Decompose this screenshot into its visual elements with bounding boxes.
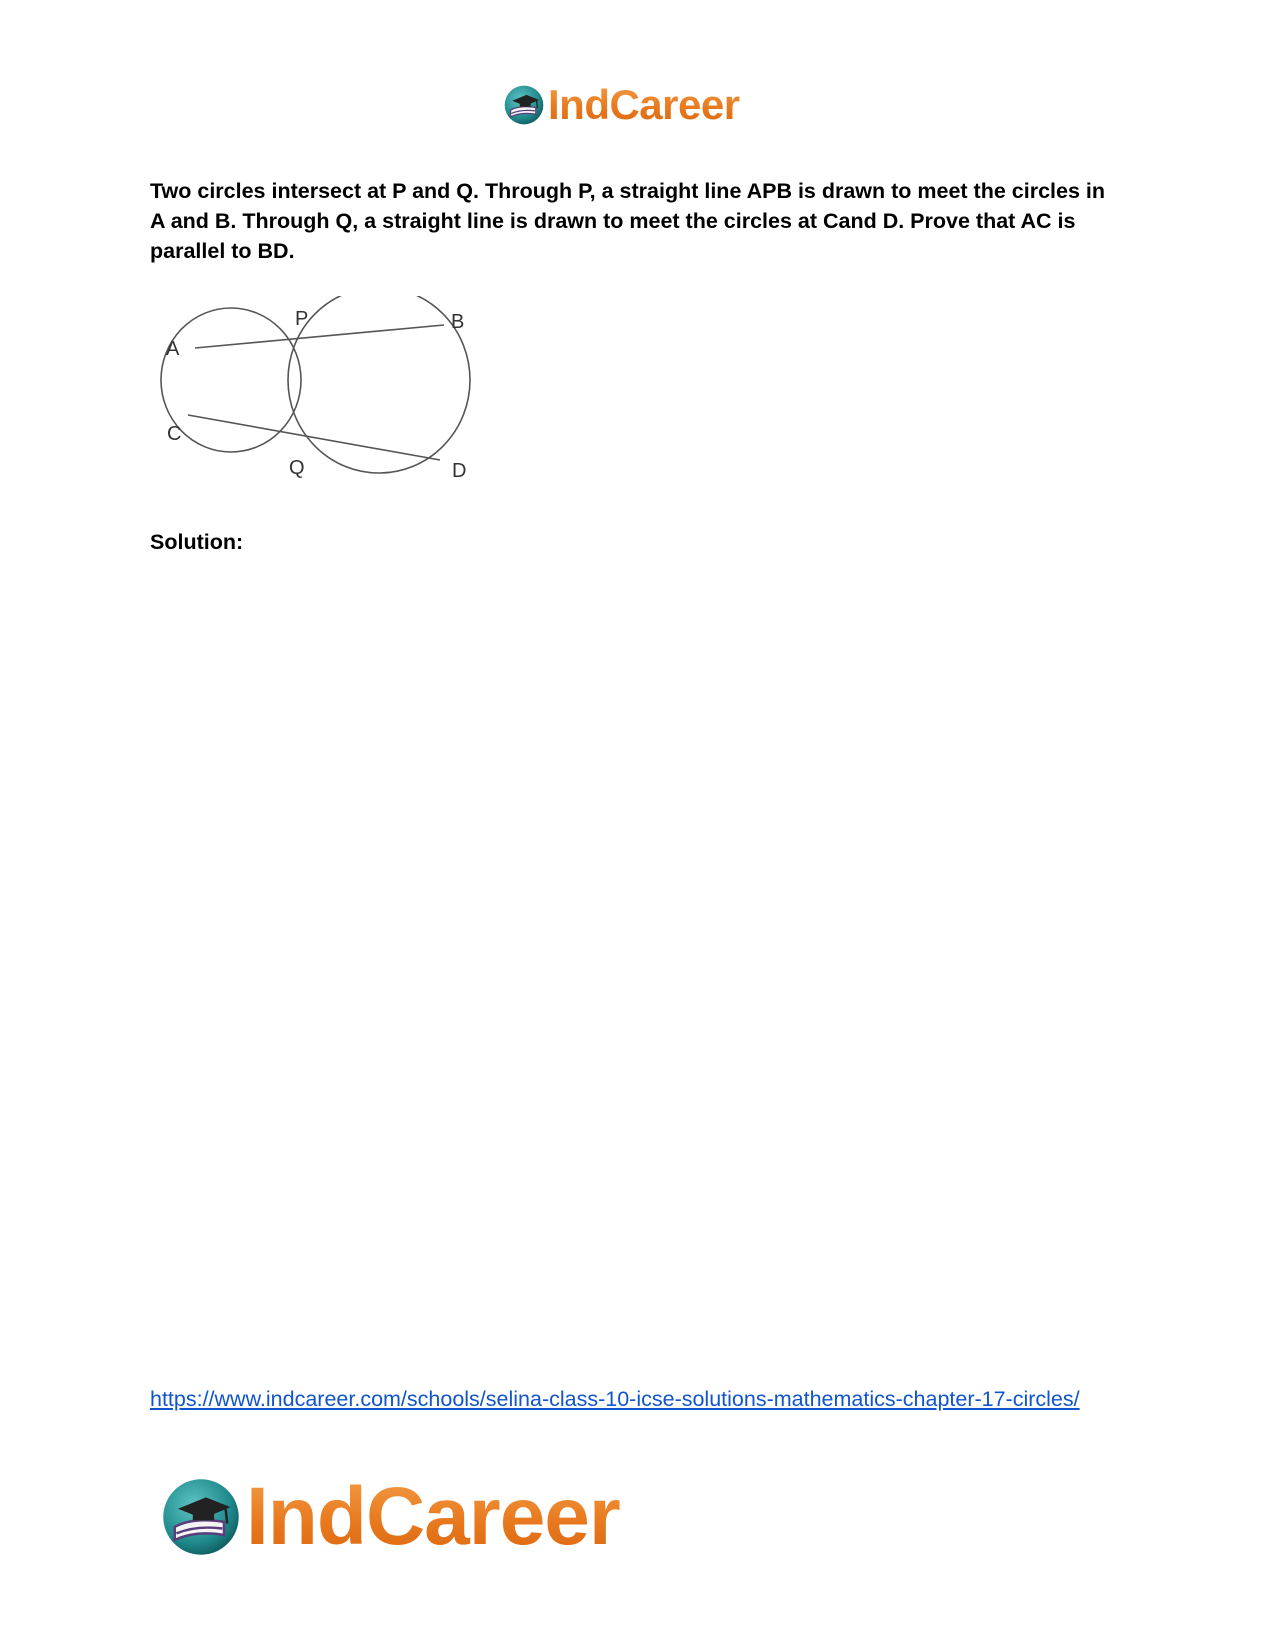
label-p: P [295, 308, 309, 330]
line-cqd [188, 415, 440, 460]
left-circle [161, 308, 301, 452]
right-circle [288, 296, 470, 473]
graduation-emblem-icon [160, 1476, 242, 1558]
solution-heading: Solution: [150, 530, 244, 554]
logo-wordmark: IndCareer [548, 81, 740, 128]
label-q: Q [289, 457, 305, 479]
source-link[interactable]: https://www.indcareer.com/schools/selina-class-10-icse-solutions-mathematics-chapter-17-circles/ [150, 1387, 1080, 1411]
label-c: C [167, 423, 182, 445]
header-logo [503, 80, 740, 130]
label-a: A [166, 338, 180, 360]
label-d: D [452, 460, 467, 482]
graduation-emblem-icon [503, 84, 545, 126]
line-apb [195, 325, 444, 348]
circles-diagram [150, 296, 482, 500]
label-b: B [451, 311, 465, 333]
logo-wordmark: IndCareer [246, 1471, 620, 1562]
question-text: Two circles intersect at P and Q. Through P, a straight line APB is drawn to meet the circles in A and B. Through Q, a straight line is drawn to meet the circles at Cand D. Prove that AC is parallel to BD. [150, 179, 1106, 263]
footer-logo [160, 1472, 620, 1562]
